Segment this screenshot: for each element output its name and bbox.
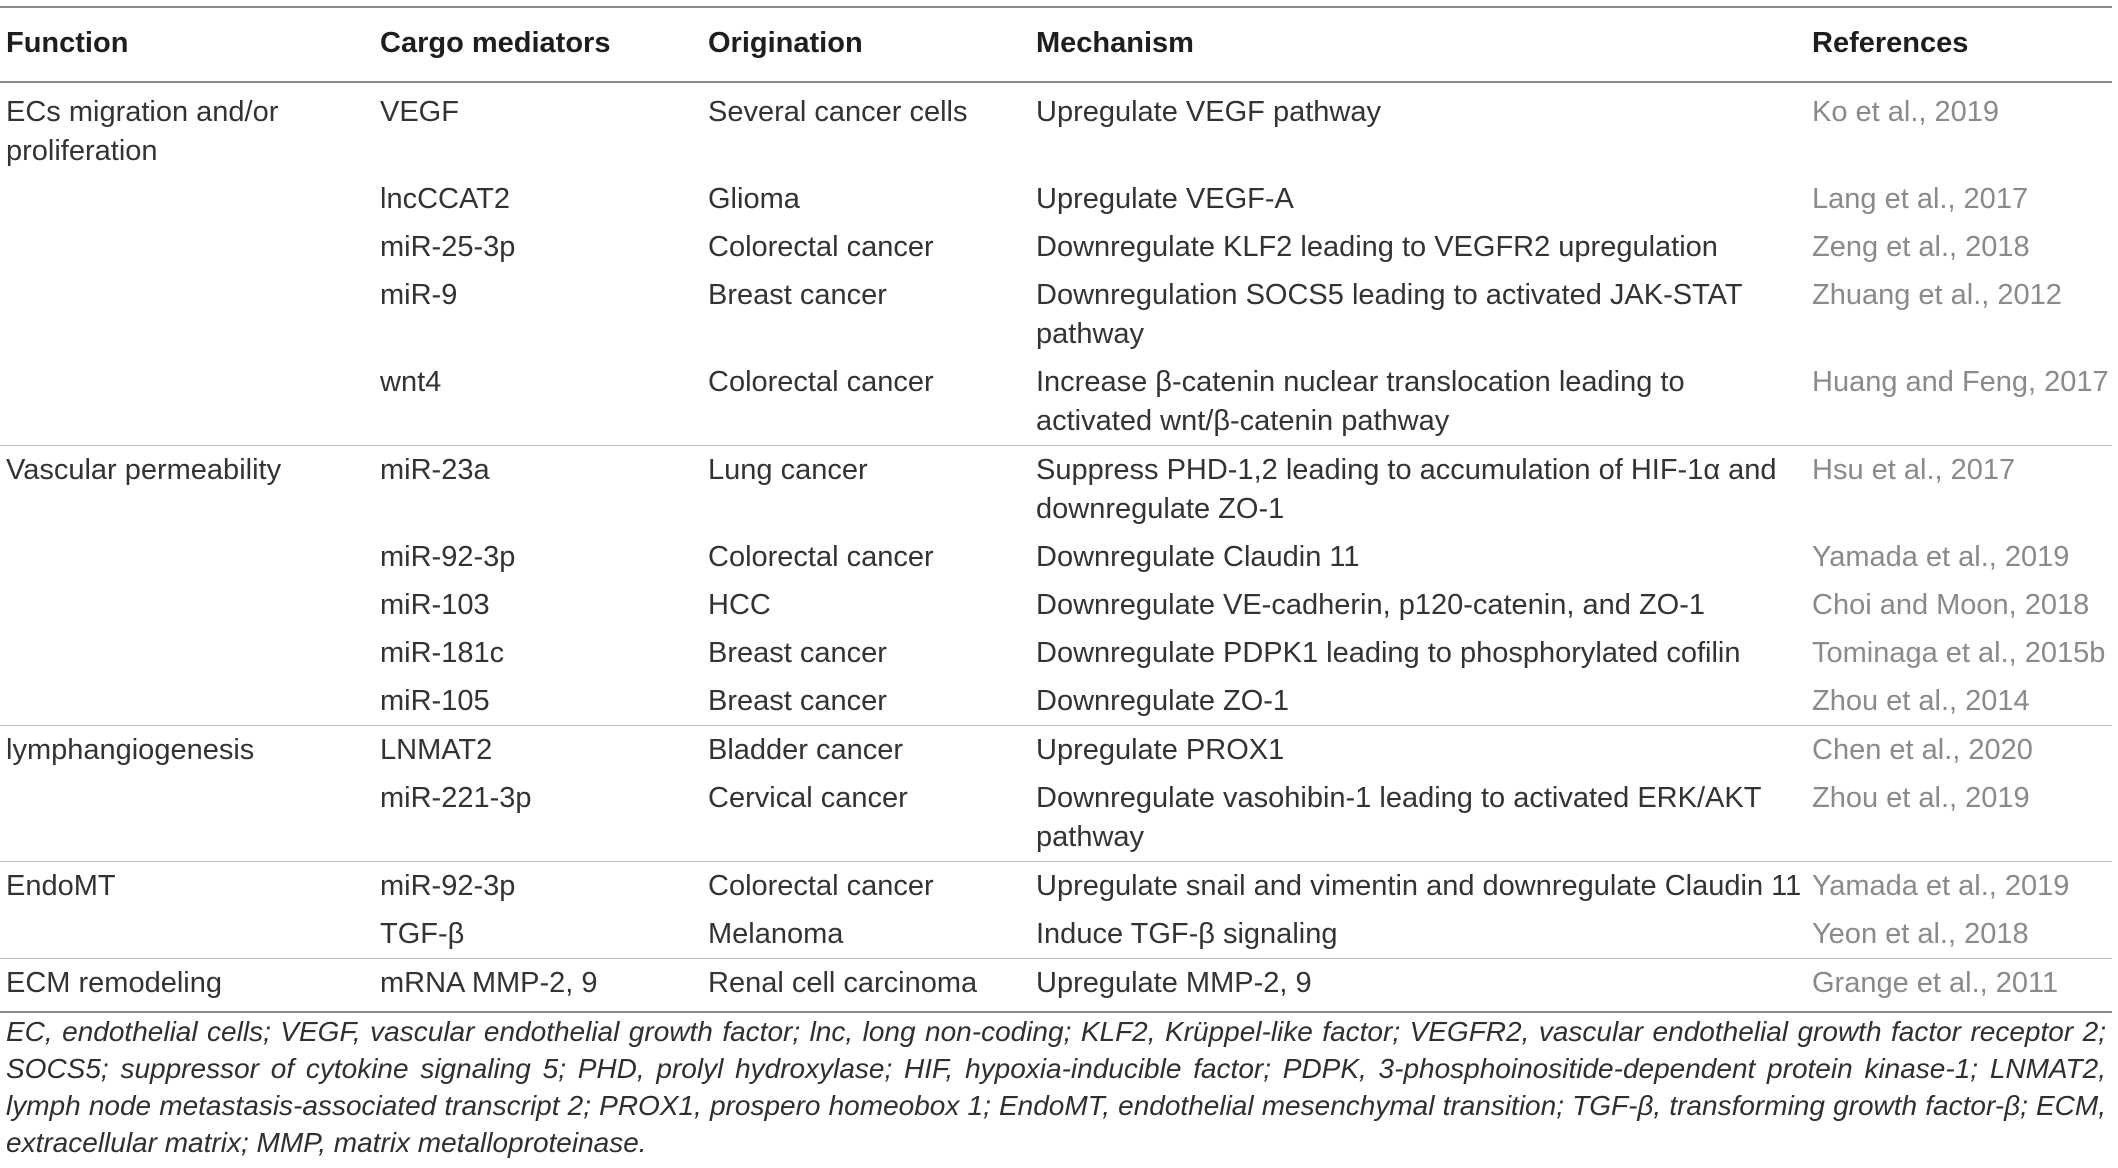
table-row <box>0 774 2112 862</box>
cell-mechanism: Suppress PHD-1,2 leading to accumulation of HIF-1α and downregulate ZO-1 <box>1036 446 1812 534</box>
cell-origination: Renal cell carcinoma <box>708 959 1036 1013</box>
cell-reference-link[interactable]: Zeng et al., 2018 <box>1812 231 2030 263</box>
header-cargo-mediators: Cargo mediators <box>380 27 611 59</box>
table-row <box>0 82 2112 175</box>
table-row <box>0 581 2112 629</box>
cell-reference-link[interactable]: Lang et al., 2017 <box>1812 183 2029 215</box>
cell-function <box>0 677 380 726</box>
cell-reference-link[interactable]: Hsu et al., 2017 <box>1812 446 2112 534</box>
cell-function: ECs migration and/or proliferation <box>6 96 279 167</box>
header-origination: Origination <box>708 27 863 59</box>
cell-function <box>0 774 380 862</box>
table-row <box>0 959 2112 1013</box>
header-references: References <box>1812 27 1969 59</box>
header-mechanism: Mechanism <box>1036 27 1194 59</box>
cell-mechanism: Upregulate PROX1 <box>1036 726 1812 775</box>
cell-cargo: lncCCAT2 <box>380 183 510 215</box>
cell-cargo: VEGF <box>380 96 459 128</box>
cell-origination: Breast cancer <box>708 279 887 311</box>
cell-reference-link[interactable]: Yeon et al., 2018 <box>1812 918 2029 950</box>
cell-mechanism: Downregulation SOCS5 leading to activated JAK-STAT pathway <box>1036 279 1743 350</box>
cell-origination: Lung cancer <box>708 446 1036 534</box>
cell-mechanism: Downregulate VE-cadherin, p120-catenin, and ZO-1 <box>1036 589 1705 621</box>
cell-cargo: LNMAT2 <box>380 726 708 775</box>
cell-cargo: miR-9 <box>380 279 458 311</box>
cell-mechanism: Induce TGF-β signaling <box>1036 918 1338 950</box>
cell-cargo: miR-92-3p <box>380 541 516 573</box>
cell-function <box>0 358 380 446</box>
table-row <box>0 910 2112 959</box>
cell-reference-link[interactable]: Choi and Moon, 2018 <box>1812 589 2090 621</box>
header-row <box>0 7 2112 82</box>
cell-origination: Cervical cancer <box>708 782 908 814</box>
cell-origination: HCC <box>708 589 771 621</box>
cell-origination: Breast cancer <box>708 637 887 669</box>
table-row <box>0 677 2112 726</box>
cell-cargo: miR-103 <box>380 589 490 621</box>
cell-cargo: mRNA MMP-2, 9 <box>380 959 708 1013</box>
cell-reference-link[interactable]: Grange et al., 2011 <box>1812 959 2112 1013</box>
cell-mechanism: Upregulate snail and vimentin and downregulate Claudin 11 <box>1036 862 1812 911</box>
cell-cargo: miR-23a <box>380 446 708 534</box>
table-row <box>0 533 2112 581</box>
cell-origination: Colorectal cancer <box>708 366 934 398</box>
table-footnote: EC, endothelial cells; VEGF, vascular endothelial growth factor; lnc, long non-coding; KLF2, Krüppel-like factor; VEGFR2, vascular endothelial growth factor receptor 2; SOCS5; suppressor of cytokine signaling 5; PHD, prolyl hydroxylase; HIF, hypoxia-inducible factor; PDPK, 3-phosphoinositide-dependent protein kinase-1; LNMAT2, lymph node metastasis-associated transcript 2; PROX1, prospero homeobox 1; EndoMT, endothelial mesenchymal transition; TGF-β, transforming growth factor-β; ECM, extracellular matrix; MMP, matrix metalloproteinase. <box>6 1016 2106 1158</box>
cell-mechanism: Upregulate VEGF pathway <box>1036 96 1381 128</box>
cell-mechanism: Downregulate vasohibin-1 leading to activated ERK/AKT pathway <box>1036 782 1761 853</box>
table-row <box>0 358 2112 446</box>
table-row <box>0 175 2112 223</box>
table-row <box>0 629 2112 677</box>
cell-function: ECM remodeling <box>0 959 380 1013</box>
cell-reference-link[interactable]: Zhou et al., 2014 <box>1812 685 2030 717</box>
cell-reference-link[interactable]: Yamada et al., 2019 <box>1812 862 2112 911</box>
cell-function <box>0 533 380 581</box>
cell-origination: Colorectal cancer <box>708 231 934 263</box>
cell-reference-link[interactable]: Huang and Feng, 2017 <box>1812 366 2109 398</box>
cell-function: lymphangiogenesis <box>0 726 380 775</box>
cell-mechanism: Upregulate VEGF-A <box>1036 183 1294 215</box>
cell-origination: Glioma <box>708 183 800 215</box>
cell-origination: Melanoma <box>708 918 844 950</box>
cell-cargo: miR-25-3p <box>380 231 516 263</box>
cell-function <box>0 223 380 271</box>
header-function: Function <box>6 27 129 59</box>
table-row <box>0 862 2112 911</box>
cell-mechanism: Downregulate KLF2 leading to VEGFR2 upregulation <box>1036 231 1718 263</box>
cell-cargo: wnt4 <box>380 366 442 398</box>
table-body <box>0 82 2112 1012</box>
cell-mechanism: Downregulate Claudin 11 <box>1036 541 1360 573</box>
cell-function <box>0 910 380 959</box>
cell-function: EndoMT <box>0 862 380 911</box>
data-table <box>0 6 2112 1013</box>
cell-function <box>0 271 380 358</box>
cell-function: Vascular permeability <box>0 446 380 534</box>
cell-origination: Colorectal cancer <box>708 541 934 573</box>
cell-origination: Bladder cancer <box>708 726 1036 775</box>
cell-reference-link[interactable]: Chen et al., 2020 <box>1812 726 2112 775</box>
table-row <box>0 446 2112 534</box>
cell-reference-link[interactable]: Ko et al., 2019 <box>1812 96 2000 128</box>
cell-origination: Several cancer cells <box>708 96 968 128</box>
cell-origination: Breast cancer <box>708 685 887 717</box>
cell-origination: Colorectal cancer <box>708 862 1036 911</box>
table-header <box>0 7 2112 82</box>
cell-mechanism: Upregulate MMP-2, 9 <box>1036 959 1812 1013</box>
table-row <box>0 223 2112 271</box>
cell-function <box>0 175 380 223</box>
cell-reference-link[interactable]: Zhuang et al., 2012 <box>1812 279 2062 311</box>
cell-cargo: TGF-β <box>380 918 465 950</box>
table-row <box>0 271 2112 358</box>
cell-mechanism: Increase β-catenin nuclear translocation leading to activated wnt/β-catenin pathway <box>1036 366 1685 437</box>
cell-reference-link[interactable]: Zhou et al., 2019 <box>1812 782 2030 814</box>
cell-function <box>0 581 380 629</box>
cell-cargo: miR-181c <box>380 637 505 669</box>
cell-cargo: miR-105 <box>380 685 490 717</box>
cell-cargo: miR-92-3p <box>380 862 708 911</box>
cell-mechanism: Downregulate PDPK1 leading to phosphorylated cofilin <box>1036 637 1741 669</box>
cell-reference-link[interactable]: Yamada et al., 2019 <box>1812 541 2070 573</box>
cell-function <box>0 629 380 677</box>
table-row <box>0 726 2112 775</box>
cell-cargo: miR-221-3p <box>380 782 532 814</box>
cell-mechanism: Downregulate ZO-1 <box>1036 685 1290 717</box>
cell-reference-link[interactable]: Tominaga et al., 2015b <box>1812 637 2106 669</box>
